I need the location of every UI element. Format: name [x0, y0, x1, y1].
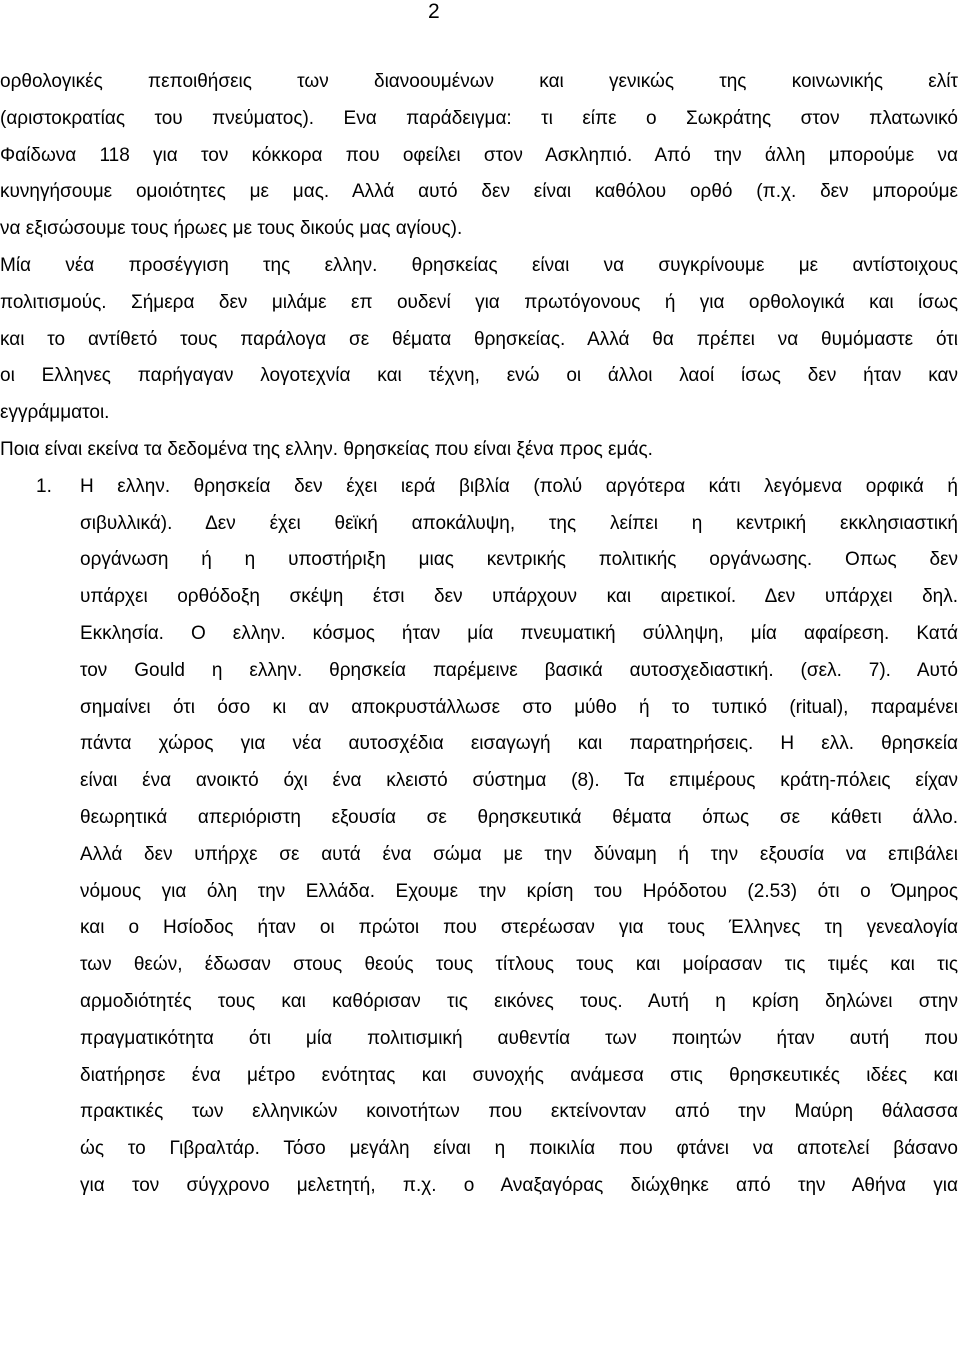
list-item-text-line: υπάρχει ορθόδοξη σκέψη έτσι δεν υπάρχουν και αιρετικοί. Δεν υπάρχει δηλ.: [80, 586, 958, 608]
list-item-text-line: διατήρησε ένα μέτρο ενότητας και συνοχής ανάμεσα στις θρησκευτικές ιδέες και: [80, 1064, 958, 1086]
text-line: Μία νέα προσέγγιση της ελλην. θρησκείας είναι να συγκρίνουμε με αντίστοιχους: [0, 254, 958, 276]
text-line: και το αντίθετό τους παράλογα σε θέματα θρησκείας. Αλλά θα πρέπει να θυμόμαστε ότι: [0, 328, 958, 350]
list-item-text-line: ώς το Γιβραλτάρ. Τόσο μεγάλη είναι η ποικιλία που φτάνει να αποτελεί βάσανο: [80, 1138, 958, 1160]
page-number: 2: [428, 0, 440, 23]
text-line: να εξισώσουμε τους ήρωες με τους δικούς μας αγίους).: [0, 218, 463, 240]
intro-paragraph: [0, 64, 958, 469]
document-body: [0, 64, 958, 1205]
list-item-text-line: τον Gould η ελλην. θρησκεία παρέμεινε βασικά αυτοσχεδιαστική. (σελ. 7). Αυτό: [80, 659, 958, 681]
list-item-text-line: οργάνωση ή η υποστήριξη μιας κεντρικής πολιτικής οργάνωσης. Οπως δεν: [80, 549, 958, 571]
text-line: Φαίδωνα 118 για τον κόκκορα που οφείλει στον Ασκληπιό. Από την άλλη μπορούμε να: [0, 144, 958, 166]
list-item-text-line: νόμους για όλη την Ελλάδα. Εχουμε την κρίση του Ηρόδοτου (2.53) ότι ο Όμηρος: [80, 880, 958, 902]
text-line: οι Ελληνες παρήγαγαν λογοτεχνία και τέχνη, ενώ οι άλλοι λαοί ίσως δεν ήταν καν: [0, 365, 958, 387]
list-item-text-line: θεωρητικά απεριόριστη εξουσία σε θρησκευτικά θέματα όπως σε κάθετι άλλο.: [80, 806, 958, 828]
list-item-text-line: Εκκλησία. Ο ελλην. κόσμος ήταν μία πνευματική σύλληψη, μία αφαίρεση. Κατά: [80, 622, 958, 644]
text-line: ορθολογικές πεποιθήσεις των διανοουμένων και γενικώς της κοινωνικής ελίτ: [0, 71, 958, 92]
list-item-text-line: για τον σύγχρονο μελετητή, π.χ. ο Αναξαγόρας διώχθηκε από την Αθήνα για: [80, 1174, 958, 1196]
list-item-text-line: πρακτικές των ελληνικών κοινοτήτων που εκτείνονταν από την Μαύρη θάλασσα: [80, 1101, 958, 1123]
list-item-text-line: των θεών, έδωσαν στους θεούς τους τίτλους τους και μοίρασαν τις τιμές και τις: [80, 954, 958, 976]
numbered-list-item: [0, 469, 958, 1205]
list-item-text-line: σημαίνει ότι όσο κι αν αποκρυστάλλωσε στο μύθο ή το τυπικό (ritual), παραμένει: [80, 696, 958, 718]
text-line: κυνηγήσουμε ομοιότητες με μας. Αλλά αυτό δεν είναι καθόλου ορθό (π.χ. δεν μπορούμε: [0, 181, 958, 203]
list-item-text-line: σιβυλλικά). Δεν έχει θεϊκή αποκάλυψη, της λείπει η κεντρική εκκλησιαστική: [80, 512, 958, 534]
list-number: 1.: [36, 475, 52, 497]
list-item-text-line: και ο Ησίοδος ήταν οι πρώτοι που στερέωσαν για τους Έλληνες τη γενεαλογία: [80, 917, 958, 939]
list-item-text-line: Αλλά δεν υπήρχε σε αυτά ένα σώμα με την δύναμη ή την εξουσία να επιβάλει: [80, 843, 958, 865]
list-item-text-line: [0, 469, 958, 506]
text-line: πολιτισμούς. Σήμερα δεν μιλάμε επ ουδενί για πρωτόγονους ή για ορθολογικά και ίσως: [0, 291, 958, 313]
list-item-text-line: πραγματικότητα ότι μία πολιτισμική αυθεντία των ποιητών ήταν αυτή που: [80, 1027, 958, 1049]
text-line: εγγράμματοι.: [0, 402, 110, 424]
text-line: Ποια είναι εκείνα τα δεδομένα της ελλην. θρησκείας που είναι ξένα προς εμάς.: [0, 438, 653, 460]
list-item-text-line: πάντα χώρος για νέα αυτοσχέδια εισαγωγή και παρατηρήσεις. Η ελλ. θρησκεία: [80, 733, 958, 755]
text-line: (αριστοκρατίας του πνεύματος). Ενα παράδειγμα: τι είπε ο Σωκράτης στον πλατωνικό: [0, 107, 958, 129]
list-item-text: Η ελλην. θρησκεία δεν έχει ιερά βιβλία (πολύ αργότερα κάτι λεγόμενα ορφικά ή: [80, 475, 958, 497]
list-item-text-line: αρμοδιότητές τους και καθόρισαν τις εικόνες τους. Αυτή η κρίση δηλώνει στην: [80, 990, 958, 1012]
list-item-text-line: είναι ένα ανοικτό όχι ένα κλειστό σύστημα (8). Τα επιμέρους κράτη-πόλεις είχαν: [80, 770, 958, 792]
